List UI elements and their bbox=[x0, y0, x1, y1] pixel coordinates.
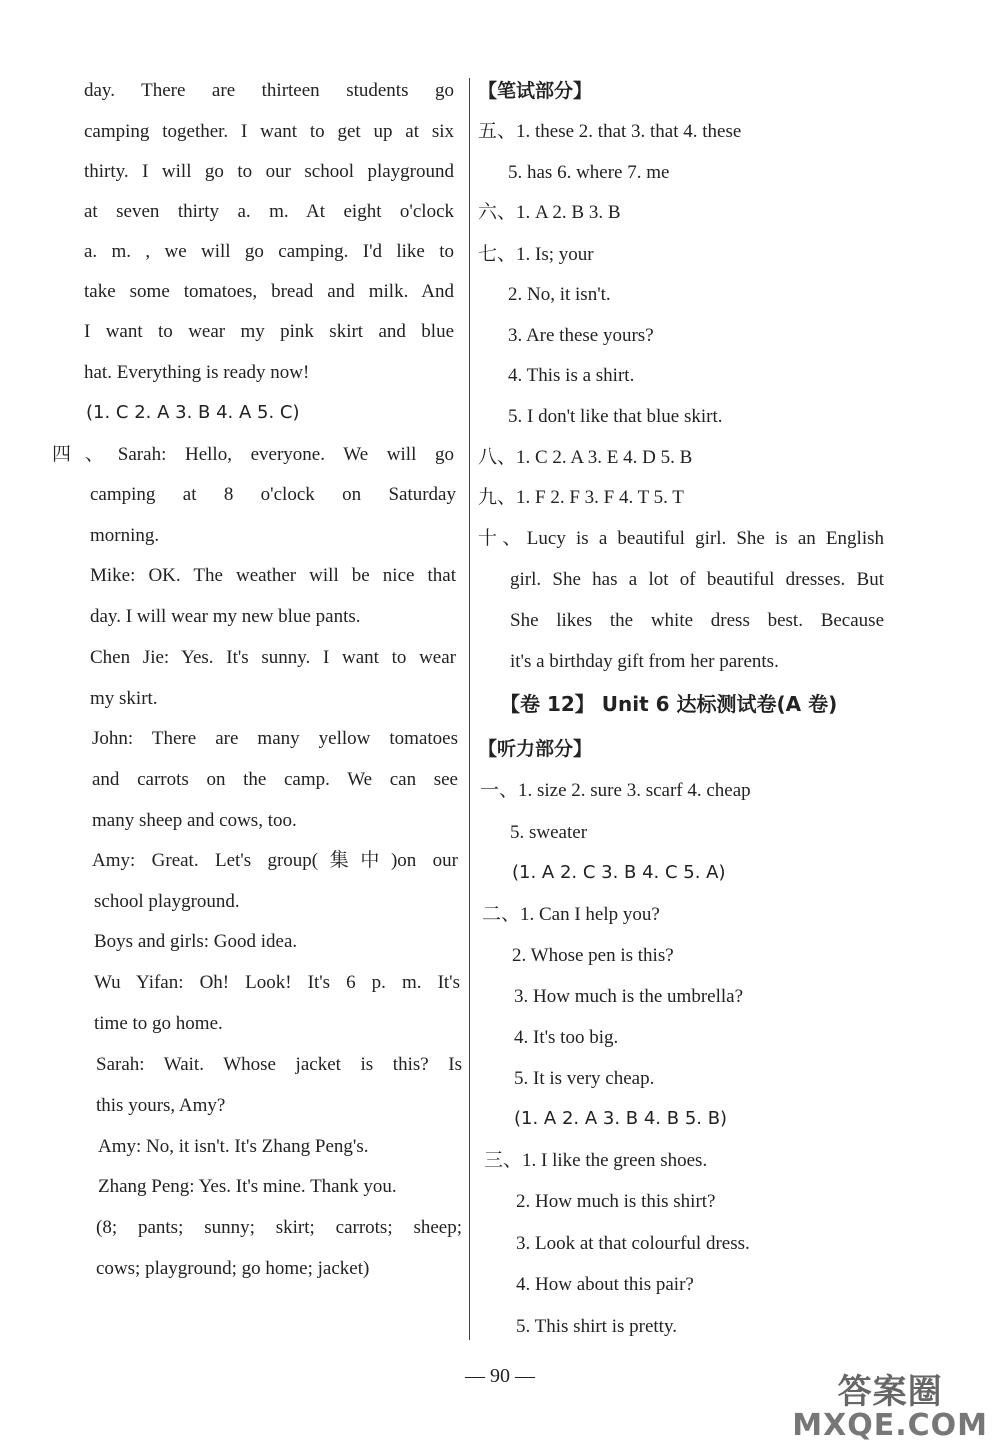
text-line: thirty. I will go to our school playground bbox=[84, 161, 454, 182]
answer-line: 八、1. C 2. A 3. E 4. D 5. B bbox=[478, 447, 693, 468]
answer-line: 一、1. size 2. sure 3. scarf 4. cheap bbox=[480, 780, 751, 801]
answer-line: 3. Look at that colourful dress. bbox=[516, 1233, 750, 1254]
text-line: day. I will wear my new blue pants. bbox=[90, 606, 361, 627]
answer-line: 4. It's too big. bbox=[514, 1027, 619, 1048]
text-line: Sarah: Wait. Whose jacket is this? Is bbox=[96, 1054, 462, 1075]
text-line: day. There are thirteen students go bbox=[84, 80, 454, 101]
text-line: school playground. bbox=[94, 891, 240, 912]
section-heading: 【笔试部分】 bbox=[478, 80, 593, 102]
column-divider bbox=[469, 78, 470, 1340]
section-four-line: 四、Sarah: Hello, everyone. We will go bbox=[52, 444, 454, 465]
watermark-top: 答案圈 bbox=[837, 1372, 943, 1412]
text-line: it's a birthday gift from her parents. bbox=[510, 651, 779, 672]
text-line: a. m. , we will go camping. I'd like to bbox=[84, 241, 454, 262]
text-line: camping together. I want to get up at six bbox=[84, 121, 454, 142]
answer-line: (1. A 2. A 3. B 4. B 5. B) bbox=[514, 1108, 728, 1129]
text-line: and carrots on the camp. We can see bbox=[92, 769, 458, 790]
text-line: girl. She has a lot of beautiful dresses. But bbox=[510, 569, 884, 590]
answer-line: 5. It is very cheap. bbox=[514, 1068, 655, 1089]
answer-line: 九、1. F 2. F 3. F 4. T 5. T bbox=[478, 487, 684, 508]
answer-line: cows; playground; go home; jacket) bbox=[96, 1258, 370, 1279]
answer-line: (8; pants; sunny; skirt; carrots; sheep; bbox=[96, 1217, 462, 1238]
answer-line: 3. How much is the umbrella? bbox=[514, 986, 744, 1007]
answer-line: 3. Are these yours? bbox=[508, 325, 654, 346]
answer-line: 4. How about this pair? bbox=[516, 1274, 694, 1295]
answer-line: 2. No, it isn't. bbox=[508, 284, 611, 305]
text-line: Wu Yifan: Oh! Look! It's 6 p. m. It's bbox=[94, 972, 460, 993]
answer-line: 五、1. these 2. that 3. that 4. these bbox=[478, 121, 742, 142]
text-line: time to go home. bbox=[94, 1013, 223, 1034]
answer-line: 2. How much is this shirt? bbox=[516, 1191, 716, 1212]
answer-line: 5. has 6. where 7. me bbox=[508, 162, 670, 183]
section-heading: 【听力部分】 bbox=[478, 738, 593, 760]
text-line: take some tomatoes, bread and milk. And bbox=[84, 281, 454, 302]
text-line: morning. bbox=[90, 525, 160, 546]
text-line: at seven thirty a. m. At eight o'clock bbox=[84, 201, 454, 222]
answer-line: 三、1. I like the green shoes. bbox=[484, 1150, 708, 1171]
text-line: many sheep and cows, too. bbox=[92, 810, 297, 831]
test-title: 【卷 12】 Unit 6 达标测试卷(A 卷) bbox=[500, 692, 838, 716]
text-line: this yours, Amy? bbox=[96, 1095, 226, 1116]
text-line: my skirt. bbox=[90, 688, 158, 709]
text-line: Zhang Peng: Yes. It's mine. Thank you. bbox=[98, 1176, 397, 1197]
answer-line: 二、1. Can I help you? bbox=[482, 904, 660, 925]
text-line: camping at 8 o'clock on Saturday bbox=[90, 484, 456, 505]
answer-line: 5. This shirt is pretty. bbox=[516, 1316, 677, 1337]
answer-line: (1. A 2. C 3. B 4. C 5. A) bbox=[512, 862, 726, 883]
text-line: 十、Lucy is a beautiful girl. She is an English bbox=[478, 528, 884, 549]
text-line: Boys and girls: Good idea. bbox=[94, 931, 298, 952]
text-line: I want to wear my pink skirt and blue bbox=[84, 321, 454, 342]
text-line: Amy: No, it isn't. It's Zhang Peng's. bbox=[98, 1136, 369, 1157]
answer-line: (1. C 2. A 3. B 4. A 5. C) bbox=[86, 402, 300, 423]
text-line: John: There are many yellow tomatoes bbox=[92, 728, 458, 749]
watermark-logo bbox=[792, 1372, 988, 1443]
answer-line: 2. Whose pen is this? bbox=[512, 945, 674, 966]
answer-line: 六、1. A 2. B 3. B bbox=[478, 202, 621, 223]
text-line: hat. Everything is ready now! bbox=[84, 362, 310, 383]
page-number: — 90 — bbox=[465, 1365, 535, 1387]
answer-line: 5. sweater bbox=[510, 822, 588, 843]
text-line: Amy: Great. Let's group(集中)on our bbox=[92, 850, 458, 871]
text-line: Chen Jie: Yes. It's sunny. I want to wear bbox=[90, 647, 456, 668]
answer-line: 4. This is a shirt. bbox=[508, 365, 635, 386]
watermark-bottom: MXQE.COM bbox=[792, 1408, 988, 1443]
text-line: She likes the white dress best. Because bbox=[510, 610, 884, 631]
answer-line: 5. I don't like that blue skirt. bbox=[508, 406, 723, 427]
answer-line: 七、1. Is; your bbox=[478, 244, 594, 265]
text-line: Mike: OK. The weather will be nice that bbox=[90, 565, 456, 586]
